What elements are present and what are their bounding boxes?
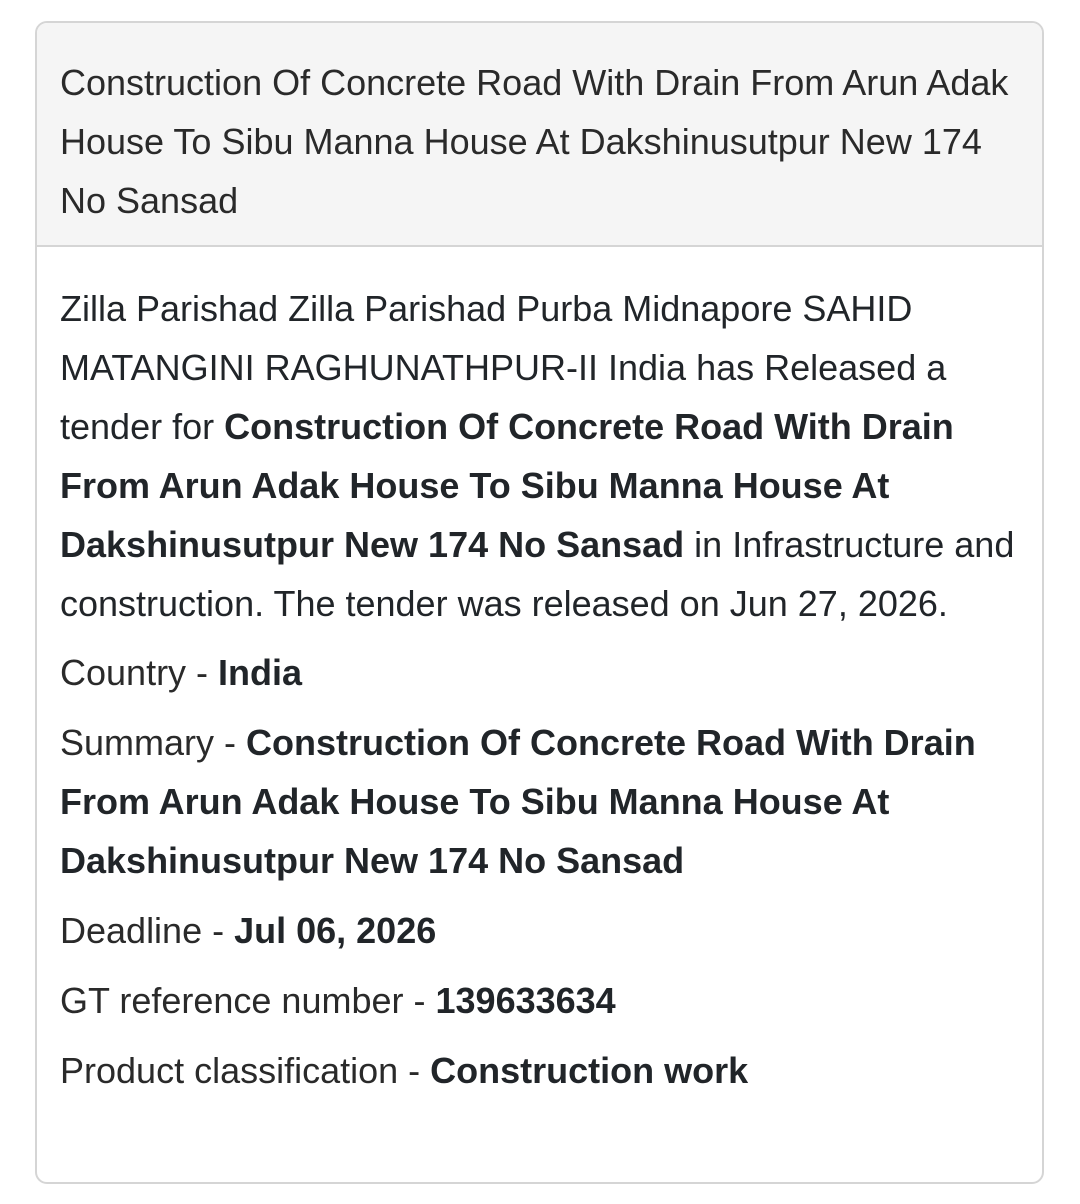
description-prefix: Zilla Parishad Zilla Parishad Purba Midnapore SAHID MATANGINI RAGHUNATHPUR-II India has Released a tender for <box>60 288 947 447</box>
country-label: Country - <box>60 652 219 693</box>
gt-reference-value: 139633634 <box>435 980 616 1021</box>
product-classification-label: Product classification - <box>60 1050 431 1091</box>
tender-card-header <box>37 23 1042 247</box>
gt-reference-label: GT reference number - <box>60 980 436 1021</box>
description-bold-title: Construction Of Concrete Road With Drain From Arun Adak House To Sibu Manna House At Dakshinusutpur New 174 No Sansad <box>60 406 954 565</box>
tender-card-body <box>37 247 1042 1100</box>
product-classification-value: Construction work <box>430 1050 749 1091</box>
tender-title[interactable]: Construction Of Concrete Road With Drain From Arun Adak House To Sibu Manna House At Dakshinusutpur New 174 No Sansad <box>60 62 1009 221</box>
summary-value: Construction Of Concrete Road With Drain From Arun Adak House To Sibu Manna House At Dakshinusutpur New 174 No Sansad <box>60 722 976 881</box>
tender-description <box>60 279 1020 633</box>
summary-label: Summary - <box>60 722 247 763</box>
deadline-value: Jul 06, 2026 <box>234 910 437 951</box>
description-suffix: in Infrastructure and construction. The tender was released on Jun 27, 2026. <box>60 524 1015 624</box>
summary-field <box>60 713 1020 890</box>
product-classification-field <box>60 1041 1020 1100</box>
tender-card <box>35 21 1044 1184</box>
country-field <box>60 643 1020 702</box>
gt-reference-field <box>60 971 1020 1030</box>
country-value: India <box>218 652 303 693</box>
deadline-label: Deadline - <box>60 910 235 951</box>
deadline-field <box>60 901 1020 960</box>
